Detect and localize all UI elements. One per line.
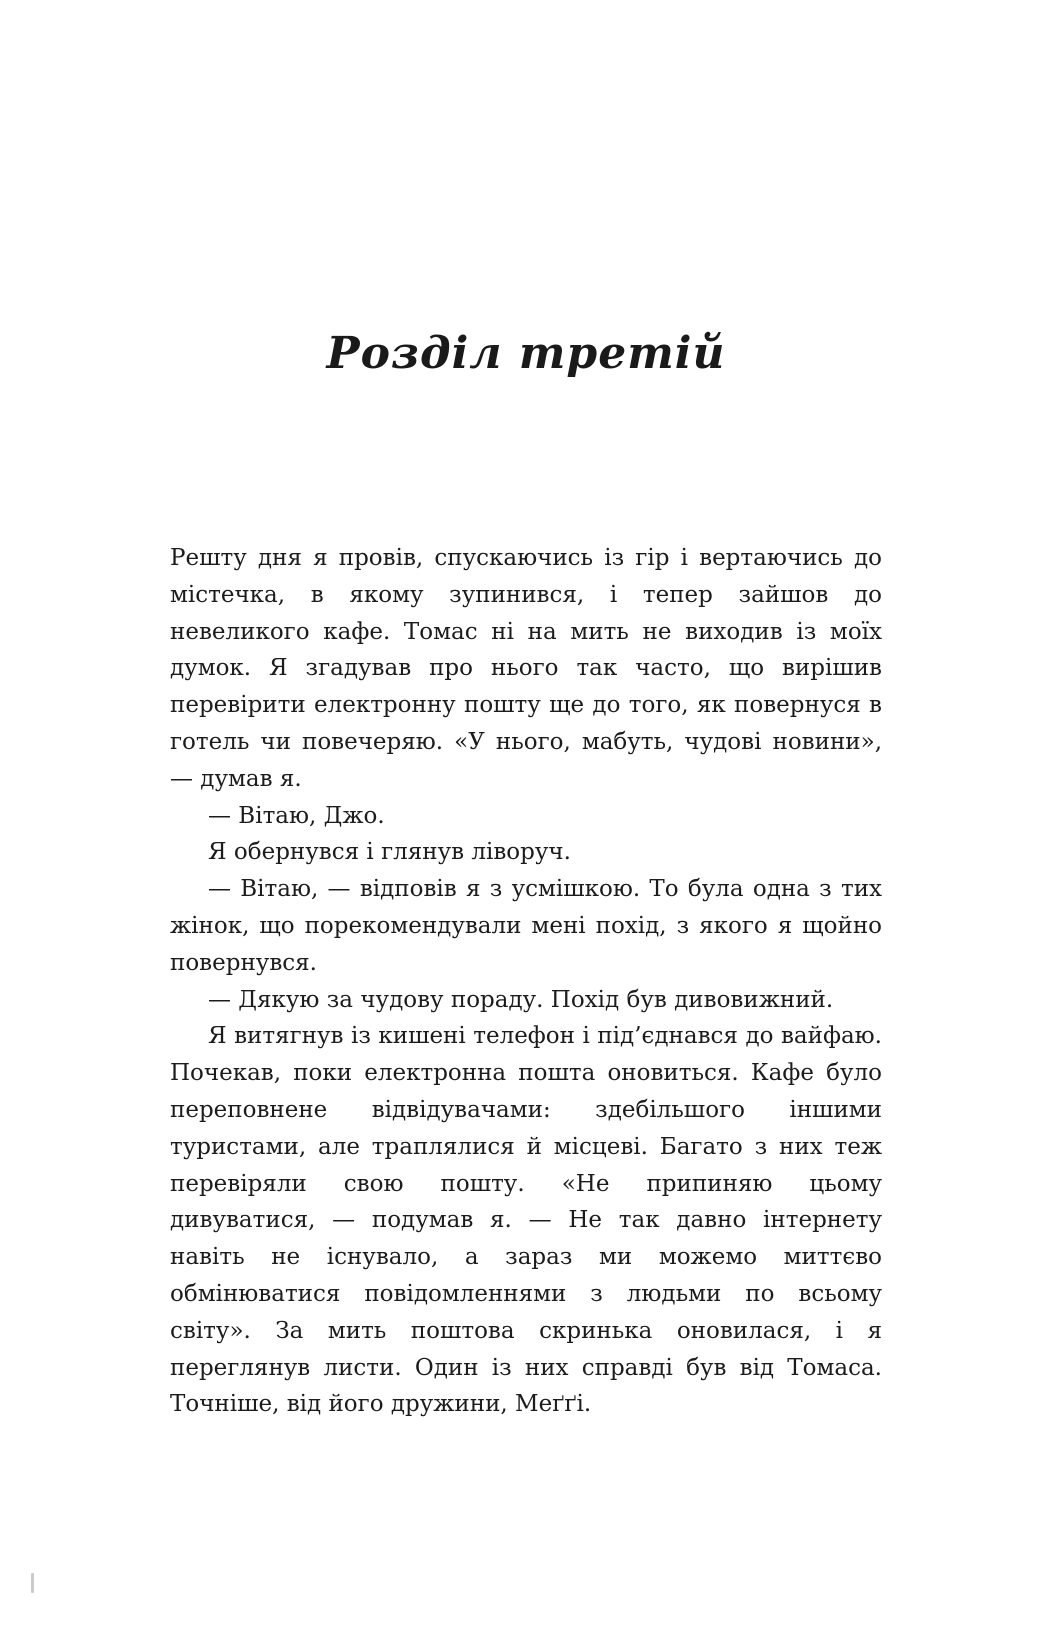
- paragraph: — Дякую за чудову пораду. Похід був дивовижний.: [208, 986, 834, 1013]
- body-text: [170, 540, 882, 1423]
- paragraph: — Вітаю, Джо.: [208, 802, 385, 829]
- page-edge-artifact: [31, 1573, 34, 1593]
- paragraph: Решту дня я провів, спускаючись із гір і вертаючись до містечка, в якому зупинився, і тепер зайшов до невеликого кафе. Томас ні на мить не виходив із моїх думок. Я згадував про нього так часто, що вирішив перевірити електронну пошту ще до того, як повернуся в готель чи повечеряю. «У нього, мабуть, чудові новини», — думав я.: [170, 545, 882, 792]
- paragraph: Я обернувся і глянув ліворуч.: [208, 839, 571, 866]
- paragraph: — Вітаю, — відповів я з усмішкою. То була одна з тих жінок, що порекомендували мені похід, з якого я щойно повернувся.: [170, 876, 882, 976]
- paragraph: Я витягнув із кишені телефон і під’єднався до вайфаю. Почекав, поки електронна пошта оновиться. Кафе було переповнене відвідувачами: здебільшого іншими туристами, але траплялися й місцеві. Багато з них теж перевіряли свою пошту. «Не припиняю цьому дивуватися, — подумав я. — Не так давно інтернету навіть не існувало, а зараз ми можемо миттєво обмінюватися повідомленнями з людьми по всьому світу». За мить поштова скринька оновилася, і я переглянув листи. Один із них справді був від Томаса. Точніше, від його дружини, Меґґі.: [170, 1023, 882, 1418]
- chapter-title: Розділ третій: [326, 328, 726, 379]
